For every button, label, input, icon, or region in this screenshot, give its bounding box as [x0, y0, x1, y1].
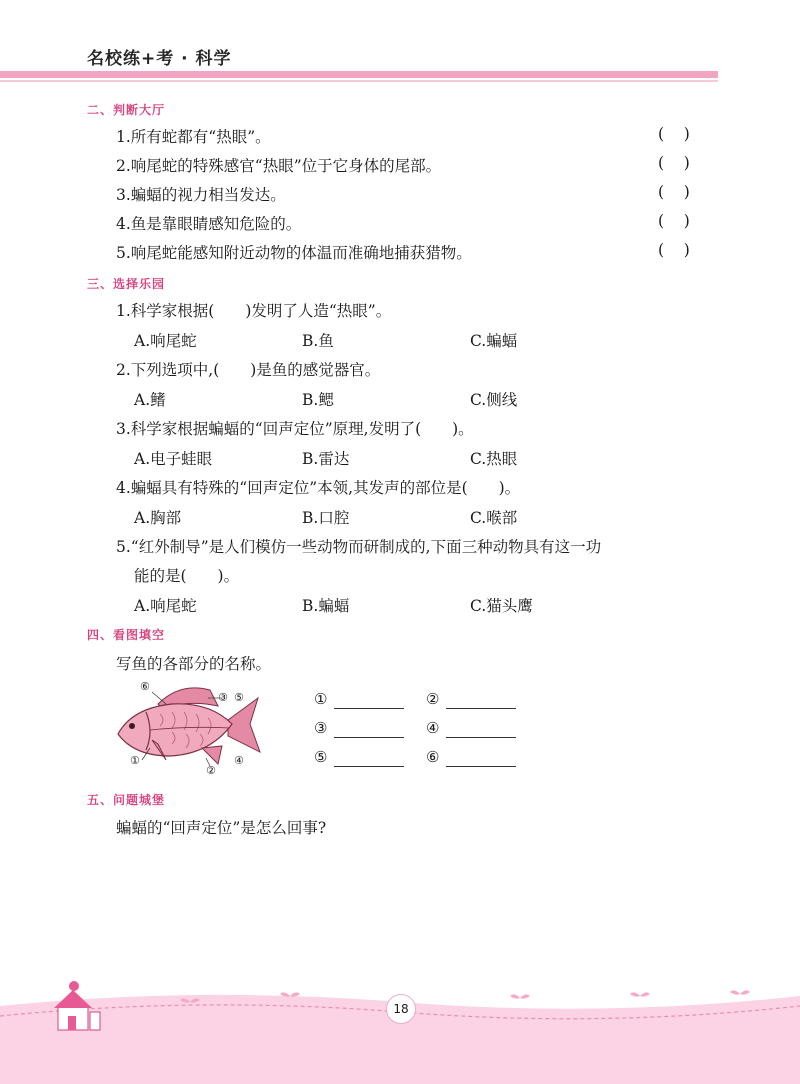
- judge-item-3: 3.蝙蝠的视力相当发达。: [116, 186, 286, 204]
- choice-question-1: 1.科学家根据( )发明了人造“热眼”。: [116, 302, 392, 320]
- answer-paren-2[interactable]: ( ): [658, 154, 690, 172]
- fish-label-1: ①: [130, 754, 140, 767]
- fish-label-4: ④: [234, 754, 244, 767]
- blank-label-2: ②: [426, 690, 440, 708]
- blank-label-4: ④: [426, 719, 440, 737]
- choice-5-option-a[interactable]: A.响尾蛇: [134, 597, 197, 615]
- choice-1-option-c[interactable]: C.蝙蝠: [470, 332, 518, 350]
- section-picture-title: 四、看图填空: [87, 628, 166, 642]
- blank-label-5: ⑤: [314, 748, 328, 766]
- section-question-title: 五、问题城堡: [87, 793, 166, 807]
- choice-2-option-b[interactable]: B.鳃: [302, 391, 334, 409]
- fish-diagram: [110, 678, 270, 778]
- picture-prompt: 写鱼的各部分的名称。: [116, 655, 272, 673]
- page-number: 18: [386, 994, 416, 1024]
- fish-label-6: ⑥: [140, 680, 150, 693]
- fish-label-5: ⑤: [234, 691, 244, 704]
- choice-5-option-c[interactable]: C.猫头鹰: [470, 597, 533, 615]
- choice-5-option-b[interactable]: B.蝙蝠: [302, 597, 350, 615]
- choice-1-option-a[interactable]: A.响尾蛇: [134, 332, 197, 350]
- blank-6[interactable]: [446, 766, 516, 767]
- blank-label-1: ①: [314, 690, 328, 708]
- choice-3-option-b[interactable]: B.雷达: [302, 450, 350, 468]
- judge-item-2: 2.响尾蛇的特殊感官“热眼”位于它身体的尾部。: [116, 157, 442, 175]
- book-title: 名校练+考 · 科学: [87, 49, 232, 69]
- choice-3-option-a[interactable]: A.电子蛙眼: [134, 450, 213, 468]
- choice-4-option-c[interactable]: C.喉部: [470, 509, 518, 527]
- choice-3-option-c[interactable]: C.热眼: [470, 450, 518, 468]
- blank-1[interactable]: [334, 708, 404, 709]
- header-bar: [0, 71, 718, 78]
- section-choice-title: 三、选择乐园: [87, 277, 166, 291]
- blank-5[interactable]: [334, 766, 404, 767]
- choice-2-option-c[interactable]: C.侧线: [470, 391, 518, 409]
- choice-question-2: 2.下列选项中,( )是鱼的感觉器官。: [116, 361, 381, 379]
- choice-2-option-a[interactable]: A.鳍: [134, 391, 166, 409]
- answer-paren-4[interactable]: ( ): [658, 212, 690, 230]
- choice-4-option-b[interactable]: B.口腔: [302, 509, 350, 527]
- judge-item-4: 4.鱼是靠眼睛感知危险的。: [116, 215, 302, 233]
- judge-item-5: 5.响尾蛇能感知附近动物的体温而准确地捕获猎物。: [116, 244, 472, 262]
- blank-3[interactable]: [334, 737, 404, 738]
- choice-4-option-a[interactable]: A.胸部: [134, 509, 182, 527]
- header-bar-thin: [0, 80, 718, 82]
- choice-1-option-b[interactable]: B.鱼: [302, 332, 334, 350]
- choice-question-3: 3.科学家根据蝙蝠的“回声定位”原理,发明了( )。: [116, 420, 474, 438]
- blank-label-3: ③: [314, 719, 328, 737]
- choice-question-4: 4.蝙蝠具有特殊的“回声定位”本领,其发声的部位是( )。: [116, 479, 521, 497]
- choice-question-5: 5.“红外制导”是人们模仿一些动物而研制成的,下面三种动物具有这一功: [116, 538, 602, 556]
- answer-paren-3[interactable]: ( ): [658, 183, 690, 201]
- blank-4[interactable]: [446, 737, 516, 738]
- blank-2[interactable]: [446, 708, 516, 709]
- judge-item-1: 1.所有蛇都有“热眼”。: [116, 128, 271, 146]
- open-question: 蝙蝠的“回声定位”是怎么回事?: [116, 819, 327, 837]
- section-judge-title: 二、判断大厅: [87, 103, 166, 117]
- fish-label-3: ③: [218, 691, 228, 704]
- footer-decoration: [0, 976, 800, 1084]
- choice-question-5-cont: 能的是( )。: [134, 567, 240, 585]
- fish-label-2: ②: [206, 764, 216, 777]
- blank-label-6: ⑥: [426, 748, 440, 766]
- answer-paren-5[interactable]: ( ): [658, 241, 690, 259]
- answer-paren-1[interactable]: ( ): [658, 125, 690, 143]
